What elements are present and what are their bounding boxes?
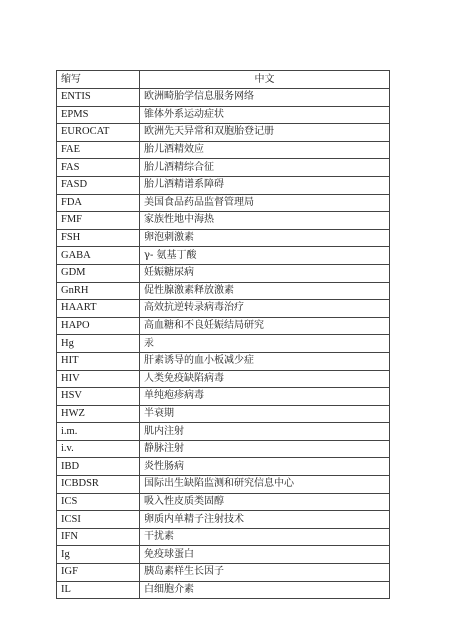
table-row <box>57 405 390 423</box>
abbreviation-cell: Ig <box>57 546 140 564</box>
table-row <box>57 352 390 370</box>
chinese-term-cell: 胎儿酒精谱系障碍 <box>140 176 390 194</box>
chinese-term-cell: 卵质内单精子注射技术 <box>140 511 390 529</box>
chinese-term-cell: 锥体外系运动症状 <box>140 106 390 124</box>
abbreviation-cell: HWZ <box>57 405 140 423</box>
table-row <box>57 388 390 406</box>
chinese-term-cell: 免疫球蛋白 <box>140 546 390 564</box>
chinese-term-cell: 高效抗逆转录病毒治疗 <box>140 300 390 318</box>
table-body <box>57 89 390 599</box>
chinese-term-cell: 炎性肠病 <box>140 458 390 476</box>
abbreviation-cell: FAS <box>57 159 140 177</box>
table-header-row <box>57 71 390 89</box>
chinese-term-cell: 吸入性皮质类固醇 <box>140 493 390 511</box>
abbreviation-cell: i.v. <box>57 440 140 458</box>
abbreviation-cell: HAART <box>57 300 140 318</box>
table-row <box>57 141 390 159</box>
table-row <box>57 194 390 212</box>
table-row <box>57 546 390 564</box>
table-row <box>57 370 390 388</box>
abbreviation-cell: ICBDSR <box>57 476 140 494</box>
abbreviation-cell: GABA <box>57 247 140 265</box>
abbreviation-cell: FDA <box>57 194 140 212</box>
chinese-term-cell: 欧洲先天异常和双胞胎登记册 <box>140 124 390 142</box>
chinese-term-cell: 高血糖和不良妊娠结局研究 <box>140 317 390 335</box>
table-row <box>57 89 390 107</box>
table-row <box>57 212 390 230</box>
chinese-term-cell: 卵泡刺激素 <box>140 229 390 247</box>
chinese-term-cell: 静脉注射 <box>140 440 390 458</box>
abbreviation-cell: IL <box>57 581 140 599</box>
table-row <box>57 247 390 265</box>
abbreviation-cell: HAPO <box>57 317 140 335</box>
chinese-term-cell: 国际出生缺陷监测和研究信息中心 <box>140 476 390 494</box>
chinese-term-cell: 单纯疱疹病毒 <box>140 388 390 406</box>
table-row <box>57 106 390 124</box>
abbreviation-cell: i.m. <box>57 423 140 441</box>
chinese-term-cell: 胎儿酒精效应 <box>140 141 390 159</box>
table-row <box>57 335 390 353</box>
table-row <box>57 458 390 476</box>
abbreviation-cell: FAE <box>57 141 140 159</box>
header-chinese: 中文 <box>140 71 390 89</box>
chinese-term-cell: 干扰素 <box>140 528 390 546</box>
table-row <box>57 511 390 529</box>
chinese-term-cell: 半衰期 <box>140 405 390 423</box>
abbreviation-cell: GnRH <box>57 282 140 300</box>
chinese-term-cell: 胎儿酒精综合征 <box>140 159 390 177</box>
abbreviation-cell: HIT <box>57 352 140 370</box>
abbreviation-cell: IFN <box>57 528 140 546</box>
abbreviation-cell: ICS <box>57 493 140 511</box>
abbreviation-cell: IGF <box>57 564 140 582</box>
abbreviation-table <box>56 70 390 599</box>
table-row <box>57 229 390 247</box>
abbreviation-cell: FSH <box>57 229 140 247</box>
table-row <box>57 440 390 458</box>
abbreviation-cell: FMF <box>57 212 140 230</box>
abbreviation-cell: ICSI <box>57 511 140 529</box>
chinese-term-cell: 人类免疫缺陷病毒 <box>140 370 390 388</box>
table-row <box>57 300 390 318</box>
abbreviation-cell: GDM <box>57 264 140 282</box>
chinese-term-cell: 欧洲畸胎学信息服务网络 <box>140 89 390 107</box>
abbreviation-cell: HSV <box>57 388 140 406</box>
table-row <box>57 264 390 282</box>
abbreviation-cell: HIV <box>57 370 140 388</box>
table-row <box>57 528 390 546</box>
table-row <box>57 493 390 511</box>
chinese-term-cell: γ- 氨基丁酸 <box>140 247 390 265</box>
table-row <box>57 564 390 582</box>
chinese-term-cell: 妊娠糖尿病 <box>140 264 390 282</box>
chinese-term-cell: 汞 <box>140 335 390 353</box>
table-row <box>57 476 390 494</box>
abbreviation-cell: ENTIS <box>57 89 140 107</box>
header-abbreviation: 缩写 <box>57 71 140 89</box>
abbreviation-cell: EPMS <box>57 106 140 124</box>
chinese-term-cell: 肌内注射 <box>140 423 390 441</box>
abbreviation-cell: EUROCAT <box>57 124 140 142</box>
table-row <box>57 176 390 194</box>
chinese-term-cell: 家族性地中海热 <box>140 212 390 230</box>
abbreviation-cell: Hg <box>57 335 140 353</box>
table-row <box>57 282 390 300</box>
abbreviation-cell: IBD <box>57 458 140 476</box>
table-row <box>57 124 390 142</box>
abbreviation-cell: FASD <box>57 176 140 194</box>
chinese-term-cell: 美国食品药品监督管理局 <box>140 194 390 212</box>
chinese-term-cell: 肝素诱导的血小板减少症 <box>140 352 390 370</box>
table-row <box>57 423 390 441</box>
chinese-term-cell: 白细胞介素 <box>140 581 390 599</box>
chinese-term-cell: 胰岛素样生长因子 <box>140 564 390 582</box>
table-row <box>57 159 390 177</box>
table-row <box>57 581 390 599</box>
table-row <box>57 317 390 335</box>
chinese-term-cell: 促性腺激素释放激素 <box>140 282 390 300</box>
